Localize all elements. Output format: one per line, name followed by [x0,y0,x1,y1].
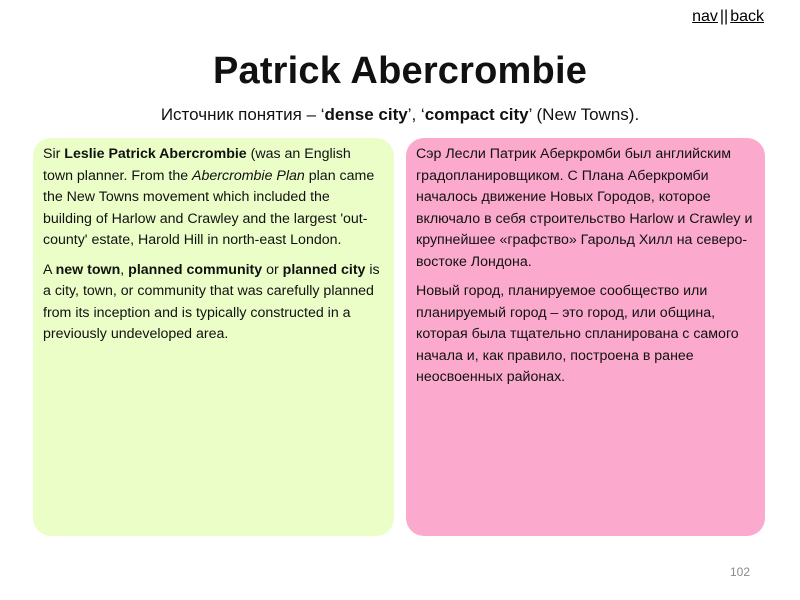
text-run: A [43,261,56,278]
italic-term: Abercrombie Plan [192,167,305,184]
subtitle-prefix: Источник понятия – ‘ [160,105,325,124]
english-paragraph-1 [43,144,382,252]
bold-name: Leslie Patrick Abercrombie [64,146,247,162]
english-paragraph-2 [43,260,382,346]
text-run: plan came the New Towns movement which included the building of Harlow and Crawley and the largest 'out-county' estate, Harold Hill in north-east London. [43,167,375,248]
russian-text-box [406,138,765,536]
text-run: Sir [43,146,65,162]
text-run: is a city, town, or community that was carefully planned from its inception and is typically constructed in a previously undeveloped area. [43,261,380,342]
russian-paragraph-1: Сэр Лесли Патрик Аберкромби был английским градопланировщиком. С Плана Аберкромби началось движение Новых Городов, которое включало в себя строительство Harlow и Crawley и крупнейшее «графство» Гарольд Хилл на северо-востоке Лондона. [416,146,753,270]
nav-link[interactable]: nav [692,8,718,25]
back-link[interactable]: back [730,8,764,25]
subtitle-mid: ’, ‘ [407,105,425,124]
english-text-box [33,138,394,536]
text-run: (was an English town planner. From the [43,146,351,184]
bold-term: planned community [128,261,263,278]
text-run: , [120,261,129,278]
nav-separator: || [719,8,729,25]
subtitle-term-compact-city: compact city [424,105,529,124]
russian-paragraph-2: Новый город, планируемое сообщество или планируемый город – это город, или община, которая была тщательно спланирована с самого начала и, как правило, построена в ранее неосвоенных районах. [416,283,739,385]
top-navigation [692,8,764,26]
slide-subtitle [0,105,800,125]
slide-number: 102 [730,565,751,579]
subtitle-term-dense-city: dense city [324,105,408,124]
bold-term: new town [55,261,121,278]
text-run: or [262,261,283,278]
slide-title: Patrick Abercrombie [212,50,588,92]
subtitle-suffix: ’ (New Towns). [528,105,640,124]
bold-term: planned city [282,261,366,278]
